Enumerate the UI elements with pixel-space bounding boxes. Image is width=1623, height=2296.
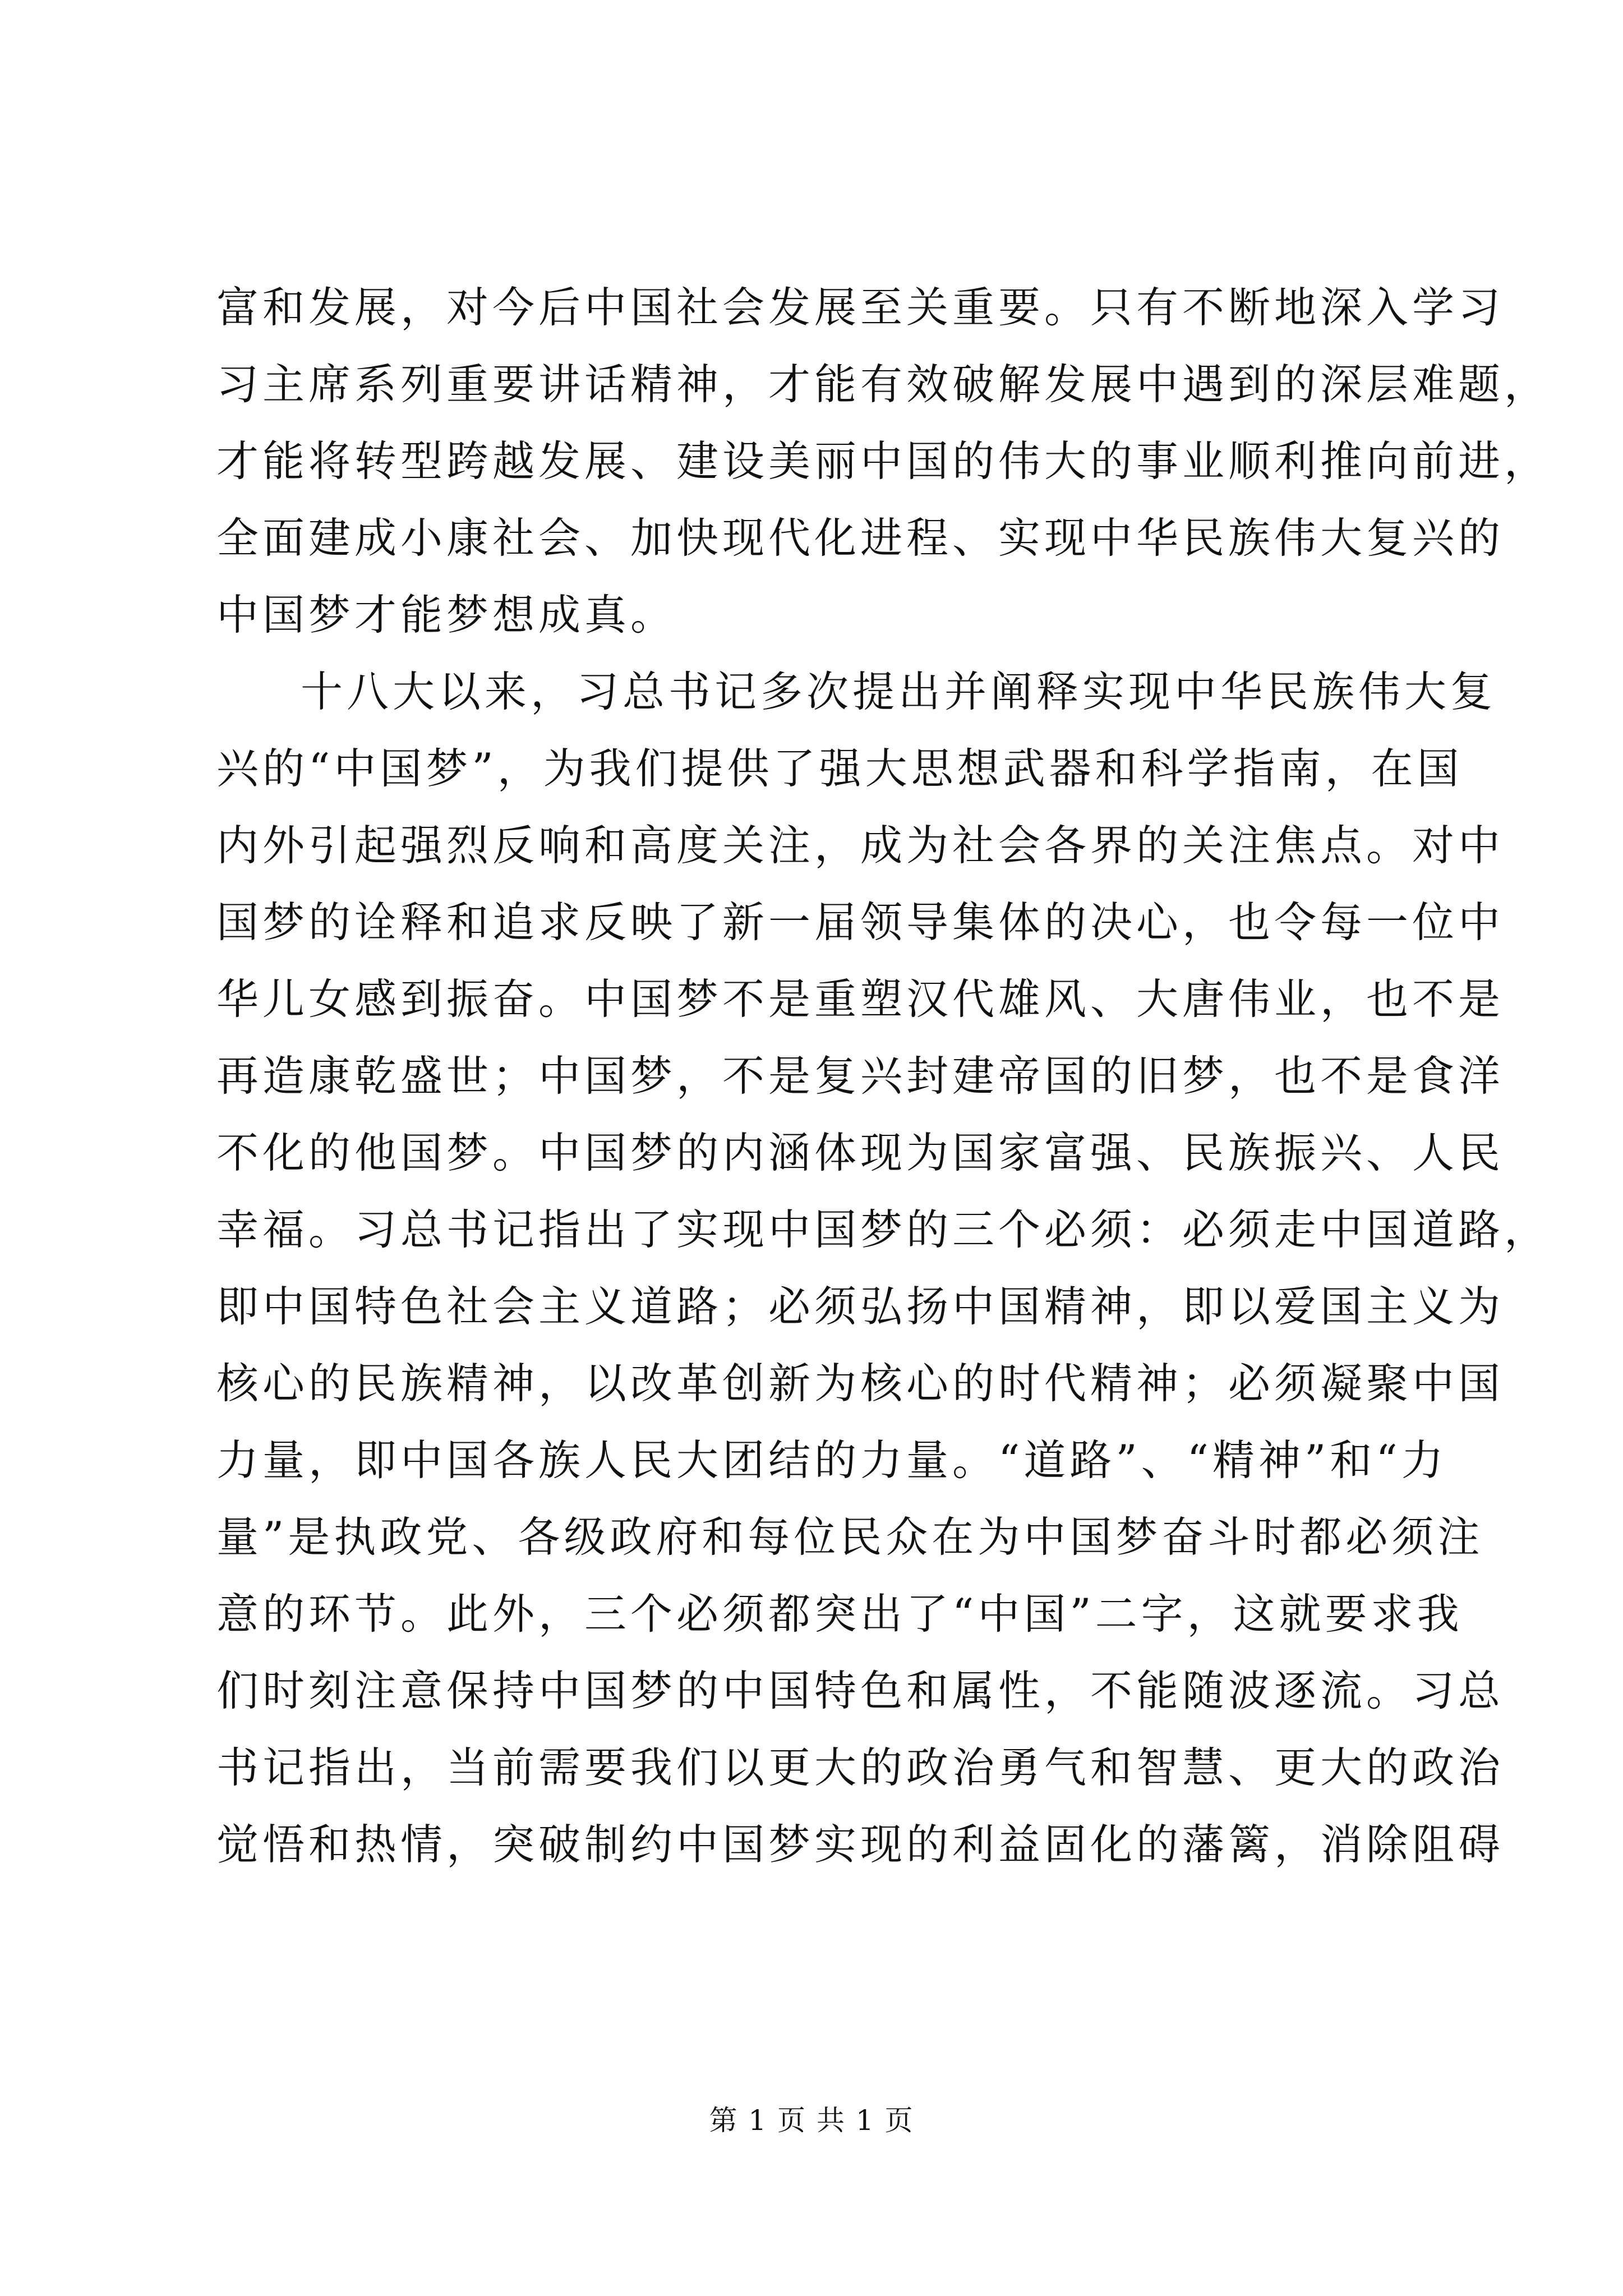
text-line: 内外引起强烈反响和高度关注，成为社会各界的关注焦点。对中	[216, 821, 1505, 870]
text-line: 中国梦才能梦想成真。	[216, 590, 677, 639]
text-line: 力量，即中国各族人民大团结的力量。“道路”、“精神”和“力	[216, 1435, 1447, 1485]
text-line: 意的环节。此外，三个必须都突出了“中国”二字，这就要求我	[216, 1589, 1463, 1639]
text-line: 才能将转型跨越发展、建设美丽中国的伟大的事业顺利推向前进，	[216, 436, 1551, 486]
text-line: 全面建成小康社会、加快现代化进程、实现中华民族伟大复兴的	[216, 513, 1505, 563]
text-line: 核心的民族精神，以改革创新为核心的时代精神；必须凝聚中国	[216, 1359, 1505, 1408]
text-line: 们时刻注意保持中国梦的中国特色和属性，不能随波逐流。习总	[216, 1666, 1505, 1715]
text-line: 不化的他国梦。中国梦的内涵体现为国家富强、民族振兴、人民	[216, 1128, 1505, 1177]
text-line: 书记指出，当前需要我们以更大的政治勇气和智慧、更大的政治	[216, 1743, 1505, 1792]
text-line: 幸福。习总书记指出了实现中国梦的三个必须：必须走中国道路，	[216, 1205, 1551, 1254]
text-line: 兴的“中国梦”，为我们提供了强大思想武器和科学指南，在国	[216, 744, 1463, 793]
text-line: 华儿女感到振奋。中国梦不是重塑汉代雄风、大唐伟业，也不是	[216, 974, 1505, 1024]
text-line: 量”是执政党、各级政府和每位民众在为中国梦奋斗时都必须注	[216, 1512, 1484, 1562]
text-line: 再造康乾盛世；中国梦，不是复兴封建帝国的旧梦，也不是食洋	[216, 1051, 1505, 1101]
text-line: 国梦的诠释和追求反映了新一届领导集体的决心，也令每一位中	[216, 898, 1505, 947]
page-footer	[0, 2104, 1623, 2137]
text-line: 富和发展，对今后中国社会发展至关重要。只有不断地深入学习	[216, 283, 1505, 332]
text-line: 即中国特色社会主义道路；必须弘扬中国精神，即以爱国主义为	[216, 1282, 1505, 1331]
text-line: 习主席系列重要讲话精神，才能有效破解发展中遇到的深层难题，	[216, 360, 1551, 409]
document-body	[216, 269, 1551, 1883]
page-number-label: 第 1 页 共 1 页	[709, 2104, 914, 2137]
text-line: 觉悟和热情，突破制约中国梦实现的利益固化的藩篱，消除阻碍	[216, 1820, 1505, 1869]
paragraph-first-line: 十八大以来，习总书记多次提出并阐释实现中华民族伟大复	[301, 667, 1497, 716]
